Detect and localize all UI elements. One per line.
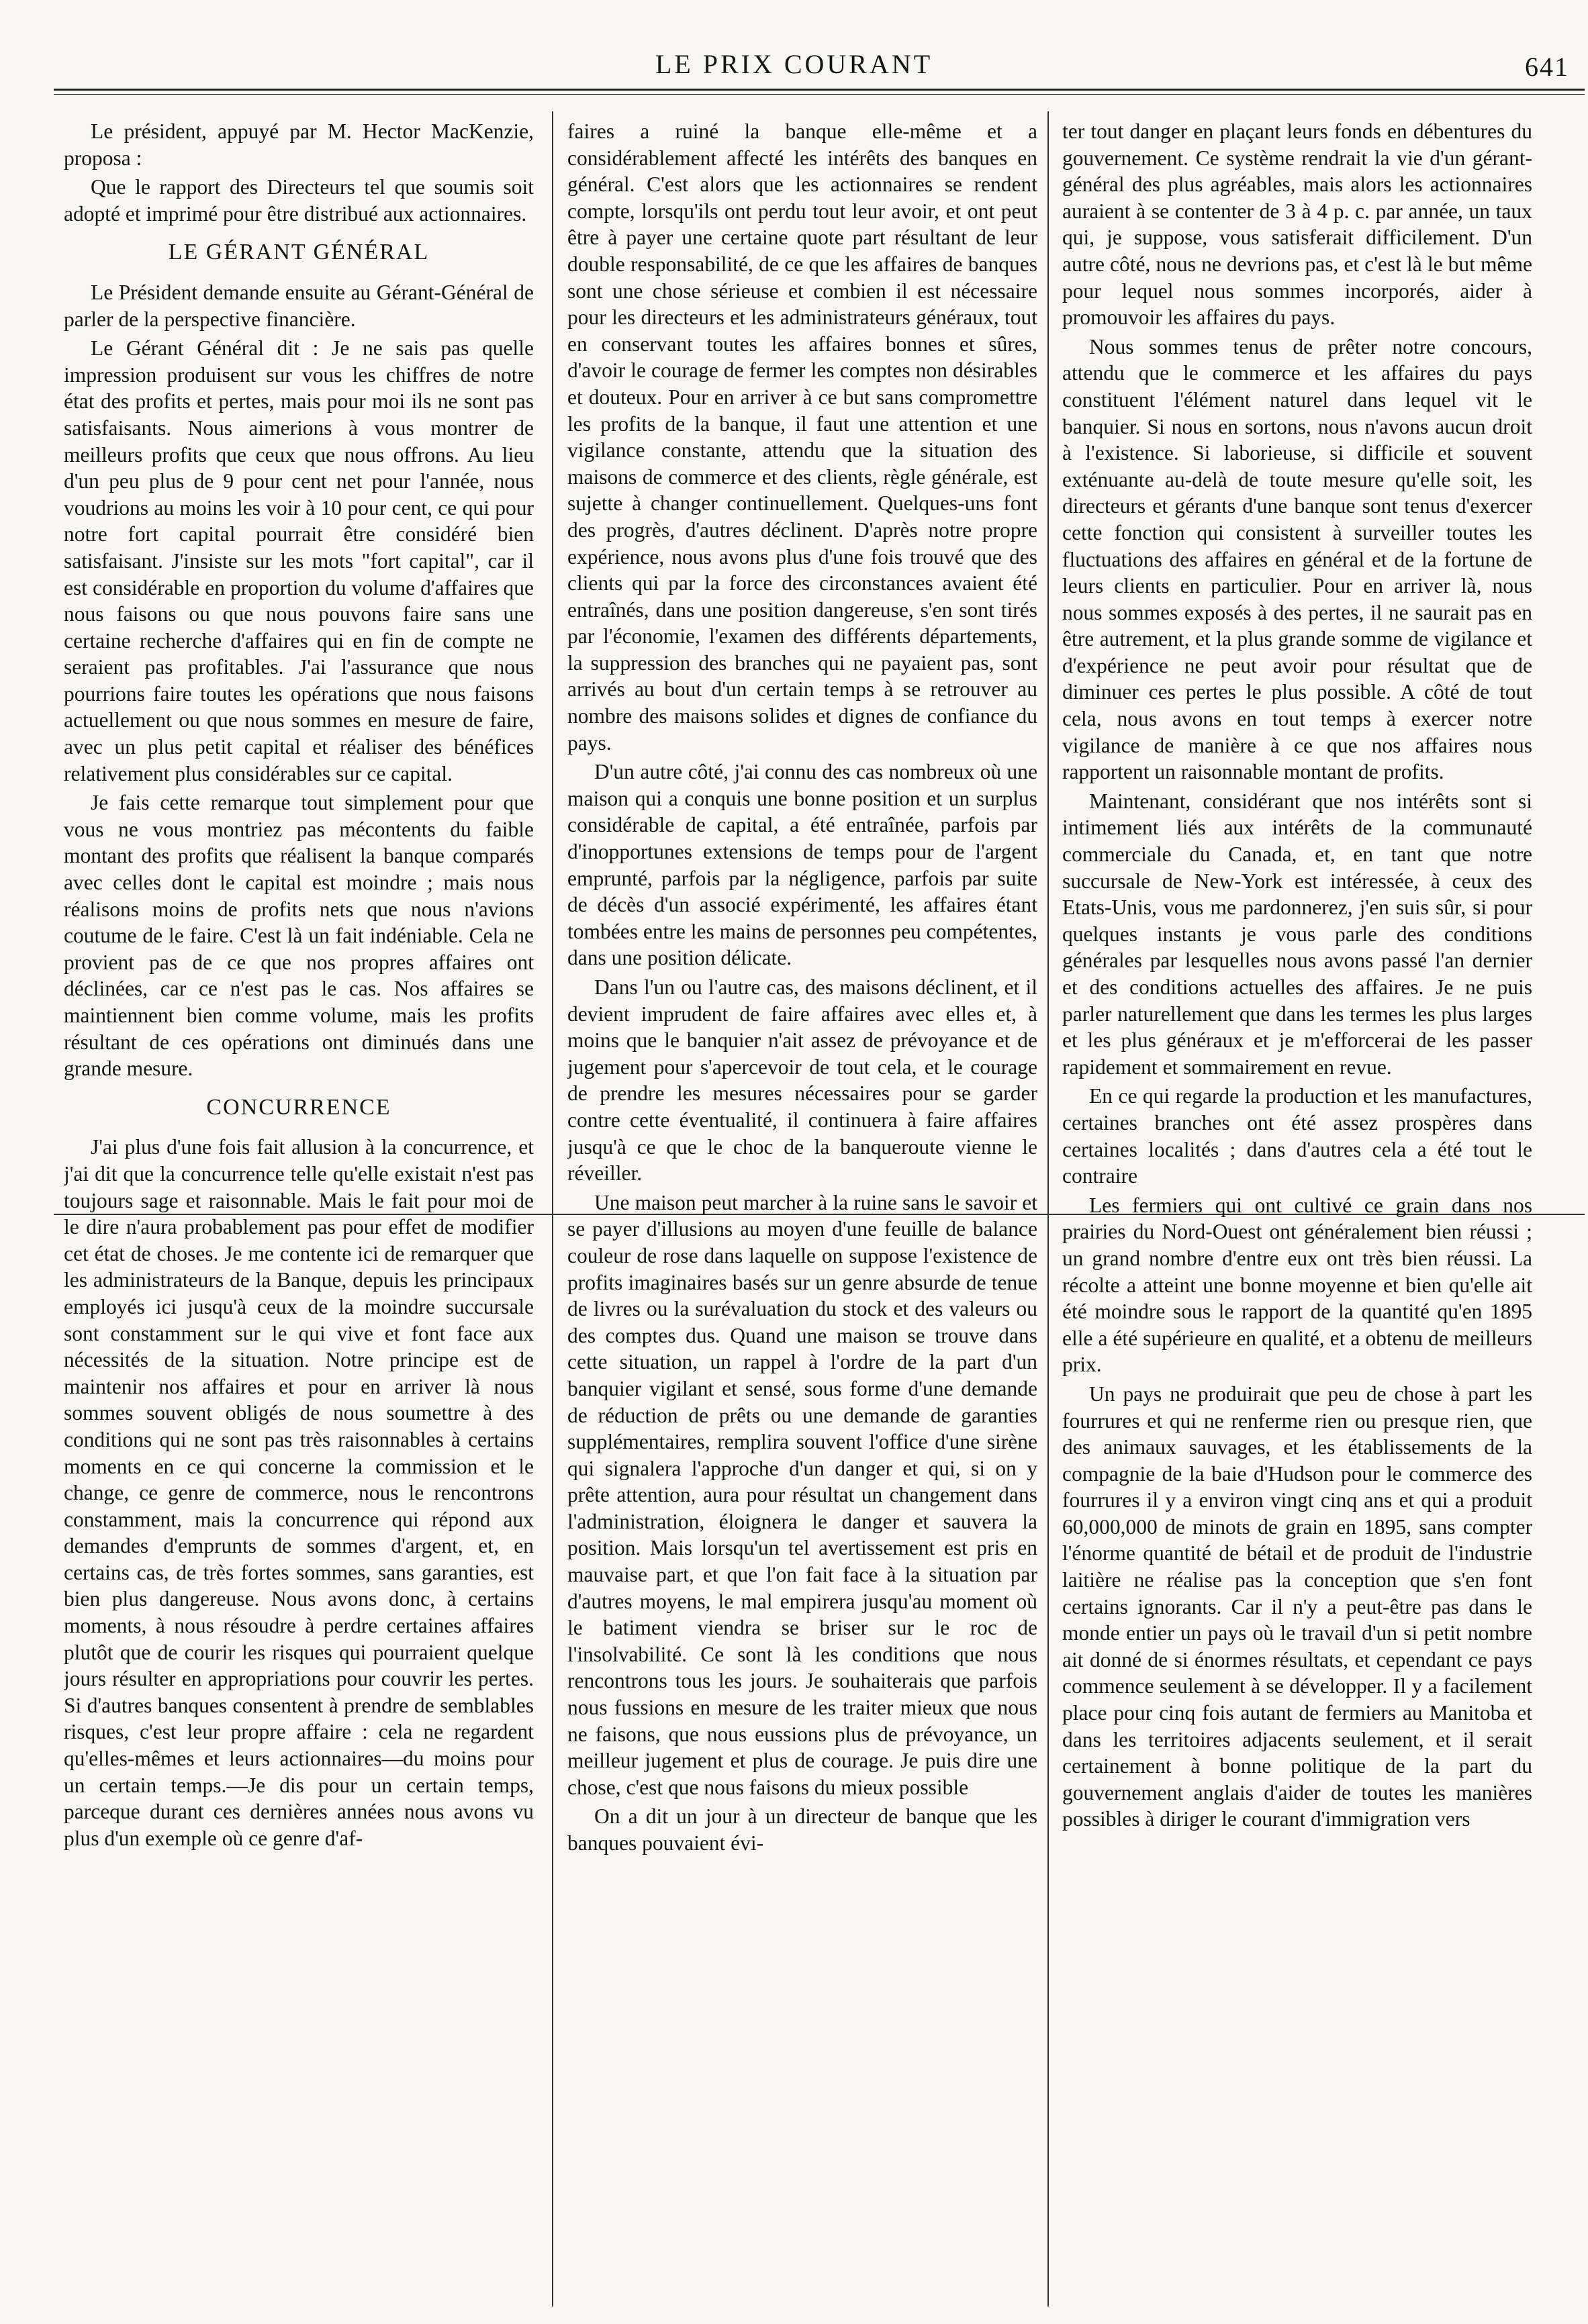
column-divider bbox=[552, 111, 553, 2307]
paragraph: Dans l'un ou l'autre cas, des maisons déclinent, et il devient imprudent de faire affaires avec elles et, à moins que le banquier n'ait assez de prévoyance et de jugement pour s'apercevoir de tout cela, et le courage de prendre les mesures nécessaires pour se garder contre cette éventualité, il continuera à faire affaires jusqu'à ce que le choc de la banqueroute vienne le réveiller. bbox=[567, 975, 1037, 1185]
journal-title: LE PRIX COURANT bbox=[655, 49, 933, 79]
column-3 bbox=[1062, 118, 1532, 2307]
paragraph: Je fais cette remarque tout simplement pour que vous ne vous montriez pas mécontents du faible montant des profits que réalisent la banque comparés avec celles dont le capital est moindre ; mais nous réalisons moins de profits nets que nous n'avions coutume de le faire. C'est là un fait indéniable. Cela ne provient pas de ce que nos propres affaires ont déclinées, car ce n'est pas le cas. Nos affaires se maintiennent bien comme volume, mais les profits résultant de ces opérations ont diminués dans une grande mesure. bbox=[64, 791, 534, 1081]
section-heading: CONCURRENCE bbox=[206, 1094, 391, 1120]
paragraph: faires a ruiné la banque elle-même et a considérablement affecté les intérêts des banques en général. C'est alors que les actionnaires se rendent compte, lorsqu'ils ont perdu tout leur avoir, et ont peut être à payer une certaine quote part résultant de leur double responsabilité, de ce que les affaires de banques sont une chose sérieuse et combien il est nécessaire pour les directeurs et les administrateurs généraux, tout en conservant toutes les affaires bonnes et sûres, d'avoir le courage de fermer les comptes non désirables et douteux. Pour en arriver à ce but sans compromettre les profits de la banque, il faut une attention et une vigilance constante, attendu que la situation des maisons de commerce et des clients, règle générale, est sujette à changer continuellement. Quelques-uns font des progrès, d'autres déclinent. D'après notre propre expérience, nous avons plus d'une fois trouvé que des clients qui par la force des circonstances avaient été entraînés, dans une position dangereuse, s'en sont tirés par l'économie, l'examen des différents départements, la suppression des branches qui ne payaient pas, sont arrivés au bout d'un certain temps à se retrouver au nombre des maisons solides et dignes de confiance du pays. bbox=[567, 119, 1037, 755]
paragraph: Nous sommes tenus de prêter notre concours, attendu que le commerce et les affaires du pays constituent l'élément naturel dans lequel vit le banquier. Si nous en sortons, nous n'avons aucun droit à l'existence. Si laborieuse, si difficile et souvent exténuante au-delà de toute mesure qu'elle soit, les directeurs et gérants d'une banque sont tenus d'exercer cette fonction qui consistent à surveiller toutes les fluctuations des affaires en général et de la fortune de leurs clients en particulier. Pour en arriver là, nous nous sommes exposés à des pertes, il ne saurait pas en être autrement, et la plus grande somme de vigilance et d'expérience ne peut avoir pour résultat que de diminuer ces pertes le plus possible. A côté de tout cela, nous avons en tout temps à exercer notre vigilance de manière à ce que nos affaires nous rapportent un raisonnable montant de profits. bbox=[1062, 334, 1532, 784]
paragraph: Que le rapport des Directeurs tel que soumis soit adopté et imprimé pour être distribué aux actionnaires. bbox=[64, 175, 534, 226]
page-number: 641 bbox=[1525, 52, 1569, 82]
paragraph: On a dit un jour à un directeur de banque que les banques pouvaient évi- bbox=[567, 1804, 1037, 1855]
paragraph: J'ai plus d'une fois fait allusion à la concurrence, et j'ai dit que la concurrence telle qu'elle existait n'est pas toujours sage et raisonnable. Mais le fait pour moi de le dire n'aura probablement pas pour effet de modifier cet état de choses. Je me contente ici de remarquer que les administrateurs de la Banque, depuis les principaux employés ici jusqu'à ceux de la moindre succursale sont constamment sur le qui vive et font face aux nécessités de la situation. Notre principe est de maintenir nos affaires et pour en arriver là nous sommes souvent obligés de nous soumettre à des conditions qui ne sont pas très raisonnables à certains moments en ce qui concerne la commission et le change, ce genre de commerce, nous le rencontrons constamment, mais la concurrence qui répond aux demandes d'emprunts de sommes d'argent, et, en certains cas, de très fortes sommes, sans garanties, est bien plus dangereuse. Nous avons donc, à certains moments, à nous résoudre à perdre certaines affaires plutôt que de courir les risques qui pourraient quelque jours résulter en appropriations pour couvrir les pertes. Si d'autres banques consentent à prendre de semblables risques, c'est leur propre affaire : cela ne regardent qu'elles-mêmes et leurs actionnaires—du moins pour un certain temps.—Je dis pour un certain temps, parceque durant ces dernières années nous avons vu plus d'un exemple où ce genre d'af- bbox=[64, 1135, 534, 1850]
column-divider bbox=[1047, 111, 1049, 2307]
paragraph: En ce qui regarde la production et les manufactures, certaines branches ont été assez prospères dans certaines localités ; dans d'autres cela a été tout le contraire bbox=[1062, 1084, 1532, 1188]
paragraph: Une maison peut marcher à la ruine sans le savoir et se payer d'illusions au moyen d'une feuille de balance couleur de rose dans laquelle on suppose l'existence de profits imaginaires basés sur un genre absurde de tenue de livres ou la surévaluation du stock et des valeurs ou des comptes dus. Quand une maison se trouve dans cette situation, un rappel à l'ordre de la part d'un banquier vigilant et sensé, sous forme d'une demande de réduction de prêts ou une demande de garanties supplémentaires, remplira souvent l'office d'une sirène qui signalera l'approche d'un danger et qui, si on y prête attention, aura pour résultat un changement dans l'administration, éloignera le danger et sauvera la position. Mais lorsqu'un tel avertissement est pris en mauvaise part, et que l'on fait face à la situation par d'autres moyens, le mal empirera jusqu'au moment où le batiment viendra se briser sur le roc de l'insolvabilité. Ce sont là les conditions que nous rencontrons tous les jours. Je souhaiterais que parfois nous fussions en mesure de les traiter mieux que nous ne faisons, que nous eussions plus de prévoyance, un meilleur jugement et plus de courage. Je puis dire une chose, c'est que nous faisons du mieux possible bbox=[567, 1190, 1037, 1799]
section-heading: LE GÉRANT GÉNÉRAL bbox=[168, 240, 430, 265]
header-rule bbox=[54, 89, 1585, 91]
paragraph: Maintenant, considérant que nos intérêts sont si intimement liés aux intérêts de la communauté commerciale du Canada, et, en tant que notre succursale de New-York est intéressée, à ceux des Etats-Unis, vous me pardonnerez, j'en suis sûr, si pour quelques instants je vous parle des conditions générales par lesquelles nous avons passé l'an dernier et des conditions actuelles des affaires. Je ne puis parler naturellement que dans les termes les plus larges et les plus généraux et je m'efforcerai de les passer rapidement et sommairement en revue. bbox=[1062, 789, 1532, 1079]
paragraph: D'un autre côté, j'ai connu des cas nombreux où une maison qui a conquis une bonne position et un surplus considérable de capital, a été entraînée, parfois par d'inopportunes extensions de temps pour de l'argent emprunté, parfois par la négligence, parfois par suite de décès d'un associé expérimenté, les affaires étant tombées entre les mains de personnes peu compétentes, dans une position délicate. bbox=[567, 760, 1037, 970]
paragraph: Le Président demande ensuite au Gérant-Général de parler de la perspective financière. bbox=[64, 280, 534, 331]
paragraph: Le président, appuyé par M. Hector MacKenzie, proposa : bbox=[64, 119, 534, 170]
column-1 bbox=[64, 118, 534, 2307]
column-2 bbox=[567, 118, 1037, 2307]
paragraph: ter tout danger en plaçant leurs fonds en débentures du gouvernement. Ce système rendrait la vie d'un gérant-général des plus agréables, mais alors les actionnaires auraient à se contenter de 3 à 4 p. c. par année, un taux qui, je suppose, vous satisferait difficilement. D'un autre côté, nous ne devrions pas, et c'est là le but même pour lequel nous sommes incorporés, aider à promouvoir les affaires du pays. bbox=[1062, 119, 1532, 330]
page-header bbox=[0, 0, 1588, 91]
paragraph: Un pays ne produirait que peu de chose à part les fourrures et qui ne renferme rien ou presque rien, que des animaux sauvages, et les établissements de la compagnie de la baie d'Hudson pour le commerce des fourrures il y a environ vingt cinq ans et qui a produit 60,000,000 de minots de grain en 1895, sans compter l'énorme quantité de bétail et de produit de l'industrie laitière ne réalise pas la conception que s'en font certains ignorants. Car il n'y a peut-être pas dans le monde entier un pays où le travail d'un si petit nombre ait donné de si énormes résultats, et cependant ce pays commence seulement à se développer. Il y a facilement place pour cinq fois autant de fermiers au Manitoba et dans les territoires adjacents seulement, et il serait certainement à bonne politique de la part du gouvernement anglais d'aider de toutes les manières possibles à diriger le courant d'immigration vers bbox=[1062, 1382, 1532, 1831]
header-rule-thin bbox=[54, 94, 1585, 95]
paragraph: Le Gérant Général dit : Je ne sais pas quelle impression produisent sur vous les chiffres de notre état des profits et pertes, mais pour moi ils ne sont pas satisfaisants. Nous aimerions à vous montrer de meilleurs profits que ceux que nous offrons. Au lieu d'un peu plus de 9 pour cent net pour l'année, nous voudrions au moins les voir à 10 pour cent, ce qui pour notre fort capital pourrait être considéré bien satisfaisant. J'insiste sur les mots "fort capital", car il est considérable en proportion du volume d'affaires que nous faisons ou que nous pouvons faire sans une certaine recherche d'affaires qui en fin de compte ne seraient pas profitables. J'ai l'assurance que nous pourrions faire toutes les opérations que nous faisons actuellement ou que nous sommes en mesure de faire, avec un plus petit capital et réaliser des bénéfices relativement plus considérables sur ce capital. bbox=[64, 336, 534, 785]
paragraph: Les fermiers qui ont cultivé ce grain dans nos prairies du Nord-Ouest ont généralement bien réussi ; un grand nombre d'entre eux ont très bien réussi. La récolte a atteint une bonne moyenne et bien qu'elle ait été moindre sous le rapport de la quantité qu'en 1895 elle a été supérieure en qualité, et a obtenu de meilleurs prix. bbox=[1062, 1193, 1532, 1377]
